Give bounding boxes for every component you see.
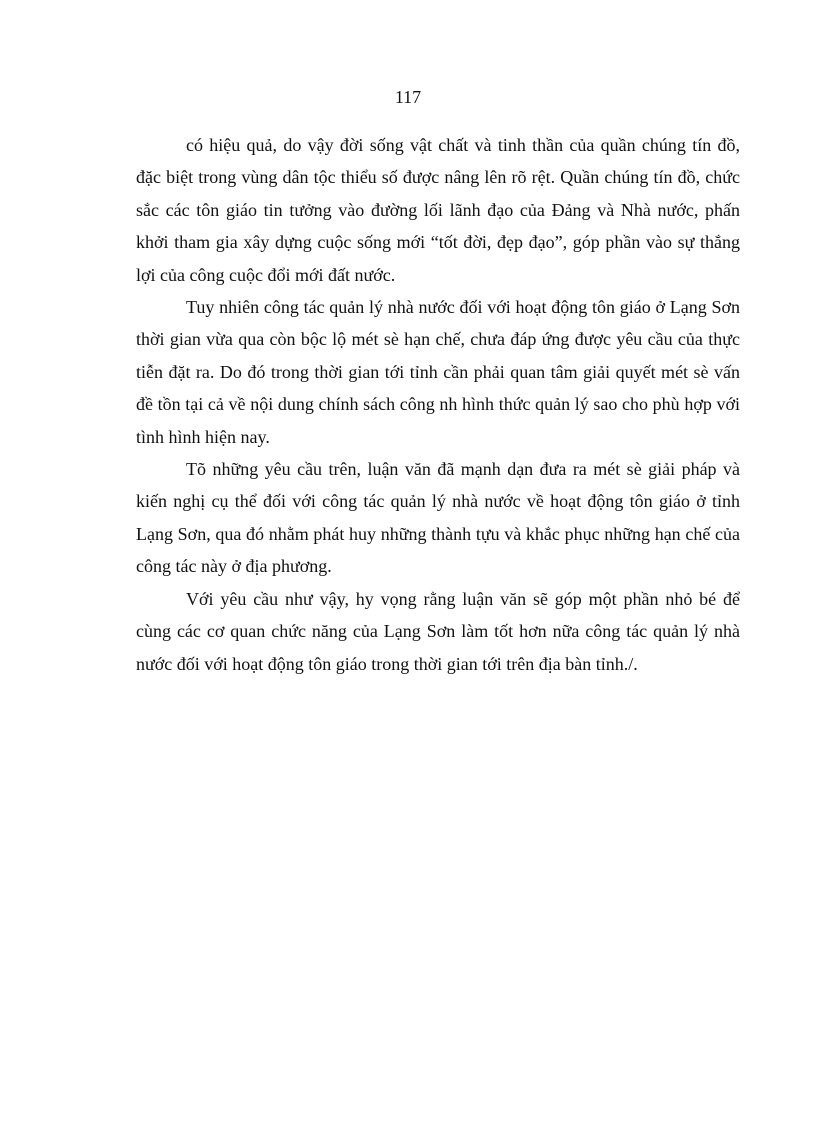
paragraph-4: Với yêu cầu như vậy, hy vọng rằng luận văn sẽ góp một phần nhỏ bé để cùng các cơ quan chức năng của Lạng Sơn làm tốt hơn nữa công tác quản lý nhà nước đối với hoạt động tôn giáo trong thời gian tới trên địa bàn tỉnh./. [136,588,740,674]
body-text [136,129,740,680]
paragraph-2: Tuy nhiên công tác quản lý nhà nước đối với hoạt động tôn giáo ở Lạng Sơn thời gian vừa qua còn bộc lộ mét sè hạn chế, chưa đáp ứng được yêu cầu của thực tiễn đặt ra. Do đó trong thời gian tới tỉnh cần phải quan tâm giải quyết mét sè vấn đề tồn tại cả về nội dung chính sách công nh hình thức quản lý sao cho phù hợp với tình hình hiện nay. [136,297,740,447]
paragraph-3: Tõ những yêu cầu trên, luận văn đã mạnh dạn đưa ra mét sè giải pháp và kiến nghị cụ thể đối với công tác quản lý nhà nước về hoạt động tôn giáo ở tỉnh Lạng Sơn, qua đó nhằm phát huy những thành tựu và khắc phục những hạn chế của công tác này ở địa phương. [136,459,740,577]
page-number: 117 [394,87,422,107]
paragraph-1: có hiệu quả, do vậy đời sống vật chất và tinh thần của quần chúng tín đồ, đặc biệt trong vùng dân tộc thiểu số được nâng lên rõ rệt. Quần chúng tín đồ, chức sắc các tôn giáo tin tưởng vào đường lối lãnh đạo của Đảng và Nhà nước, phấn khởi tham gia xây dựng cuộc sống mới “tốt đời, đẹp đạo”, góp phần vào sự thắng lợi của công cuộc đổi mới đất nước. [136,135,740,285]
